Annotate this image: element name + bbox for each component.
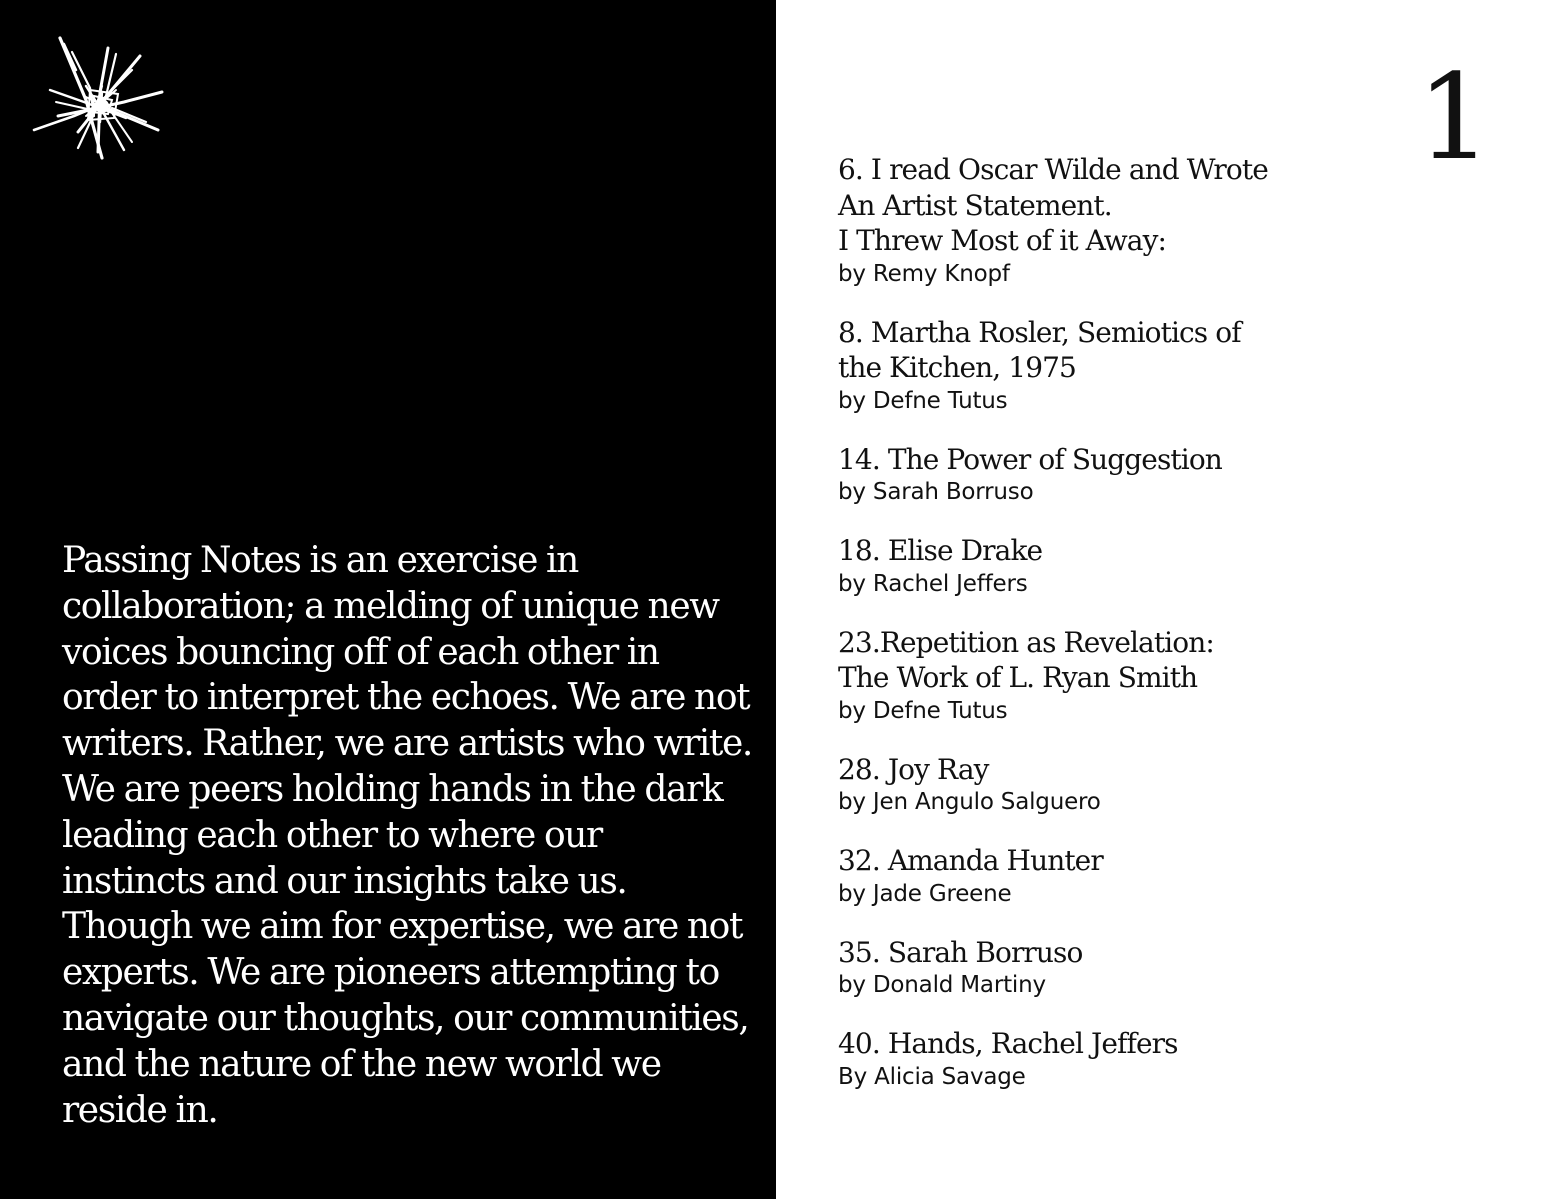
- toc-entry: [838, 752, 1358, 818]
- toc-entry-author: by Jade Greene: [838, 880, 1012, 907]
- toc-entry-title: 28. Joy Ray: [838, 752, 989, 786]
- toc-entry-author: By Alicia Savage: [838, 1063, 1026, 1090]
- right-page: [776, 0, 1552, 1199]
- toc-entry: [838, 533, 1358, 599]
- toc-entry-author: by Donald Martiny: [838, 972, 1046, 998]
- toc-entry: [838, 935, 1358, 1001]
- toc-entry: [838, 442, 1358, 508]
- toc-entry-title: 8. Martha Rosler, Semiotics of the Kitchen, 1975: [838, 315, 1241, 384]
- toc-entry-author: by Remy Knopf: [838, 260, 1010, 287]
- toc-entry-author: by Defne Tutus: [838, 697, 1008, 724]
- toc-entry-author: by Rachel Jeffers: [838, 570, 1028, 597]
- toc-entry-title: 40. Hands, Rachel Jeffers: [838, 1027, 1178, 1060]
- page-number: 1: [1416, 48, 1490, 186]
- toc-entry-author: by Defne Tutus: [838, 387, 1008, 414]
- toc-entry-title: 14. The Power of Suggestion: [838, 442, 1222, 476]
- toc-entry-title: 6. I read Oscar Wilde and Wrote An Artist Statement. I Threw Most of it Away:: [838, 153, 1268, 257]
- toc-entry: [838, 625, 1358, 726]
- toc-entry: [838, 152, 1358, 289]
- intro-statement: Passing Notes is an exercise in collaboration; a melding of unique new voices bouncing off of each other in order to interpret the echoes. We are not writers. Rather, we are artists who write. We are peers holding hands in the dark leading each other to where our instincts and our insights take us. Though we aim for expertise, we are not experts. We are pioneers attempting to navigate our thoughts, our communities, and the nature of the new world we reside in.: [62, 540, 752, 1131]
- table-of-contents: [838, 152, 1358, 1118]
- toc-entry-title: 23.Repetition as Revelation: The Work of L. Ryan Smith: [838, 625, 1214, 694]
- toc-entry-title: 18. Elise Drake: [838, 534, 1043, 567]
- toc-entry-title: 35. Sarah Borruso: [838, 935, 1083, 969]
- toc-entry-title: 32. Amanda Hunter: [838, 844, 1103, 877]
- toc-entry-author: by Jen Angulo Salguero: [838, 789, 1101, 815]
- toc-entry: [838, 315, 1358, 416]
- toc-entry: [838, 843, 1358, 909]
- toc-entry-author: by Sarah Borruso: [838, 479, 1034, 505]
- starburst-logo-icon: [28, 30, 168, 165]
- toc-entry: [838, 1026, 1358, 1092]
